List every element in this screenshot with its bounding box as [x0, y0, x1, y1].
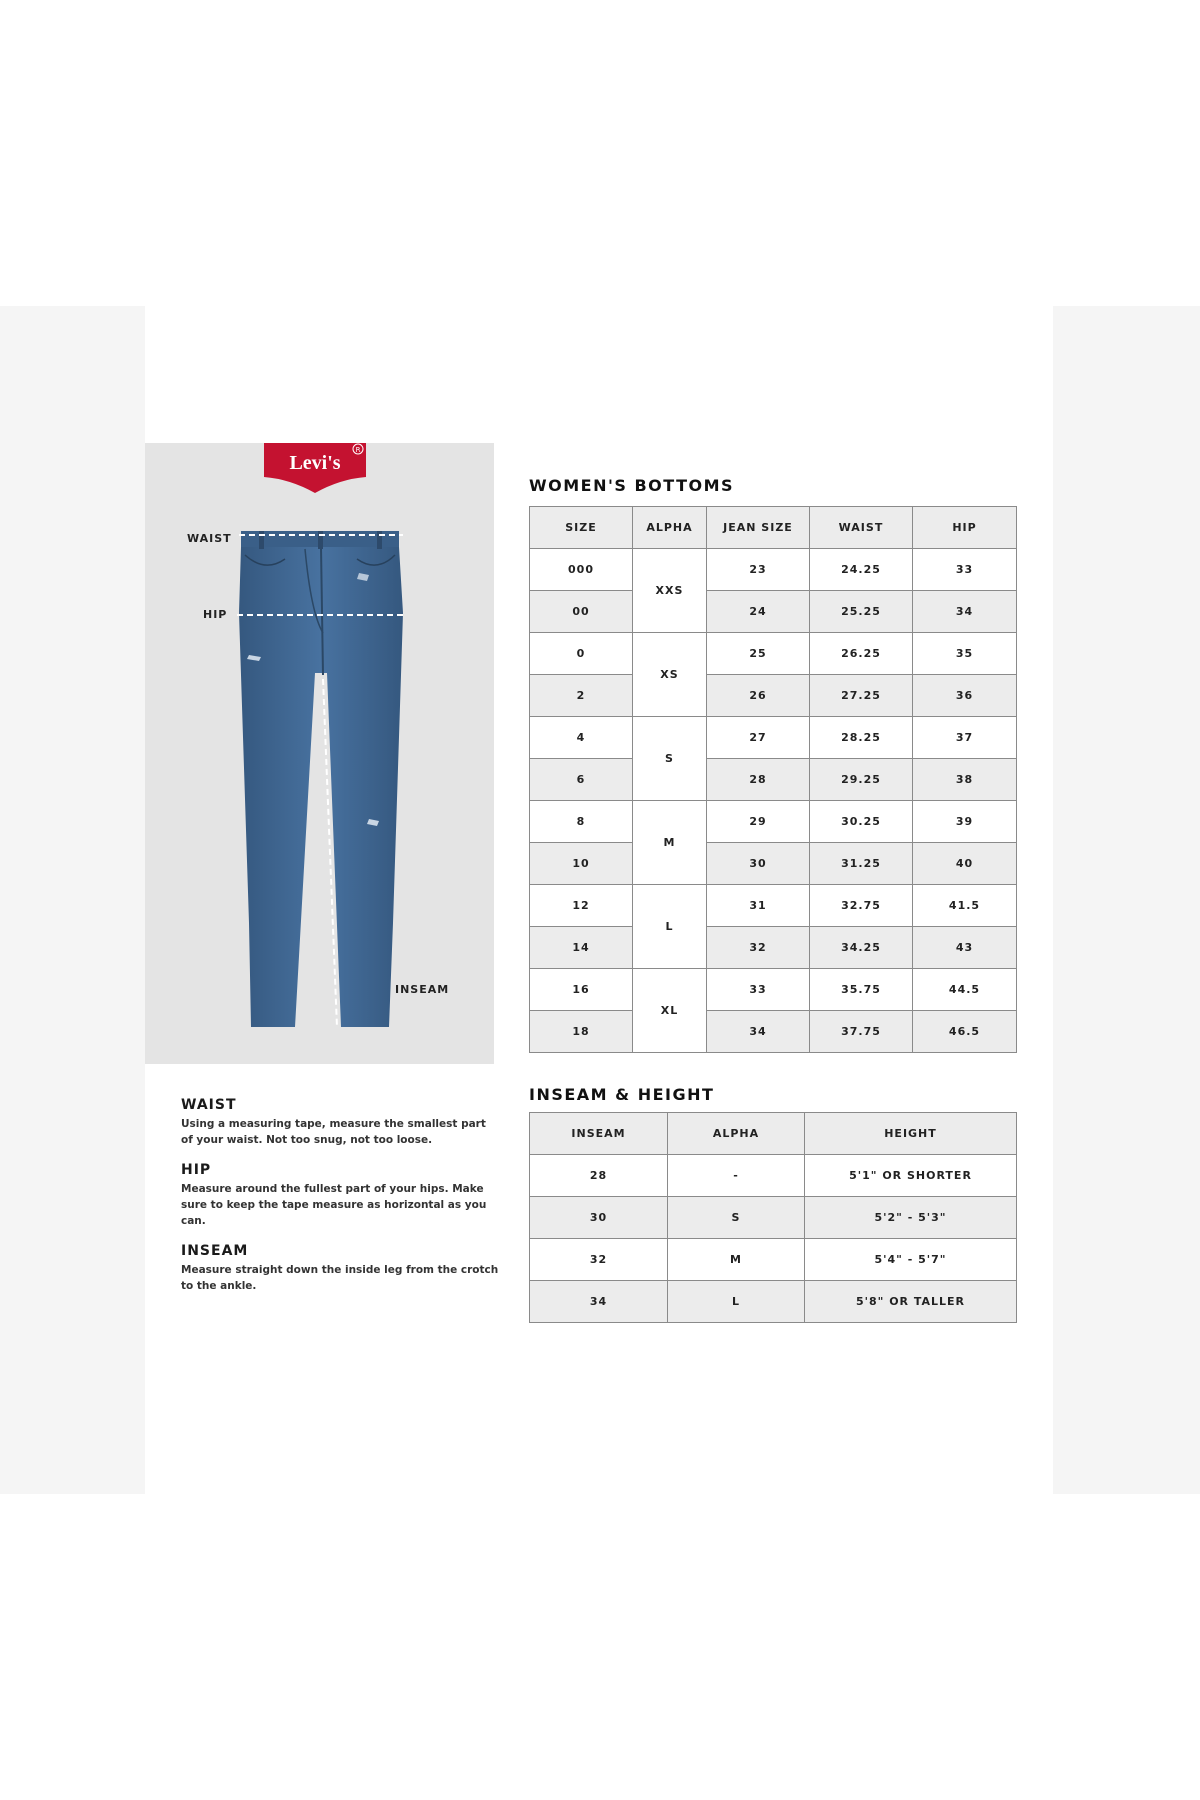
waist-cell: 37.75: [810, 1011, 913, 1053]
right-margin-band: [1053, 306, 1200, 1494]
hip-cell: 41.5: [913, 885, 1017, 927]
size-cell: 12: [530, 885, 633, 927]
size-cell: 10: [530, 843, 633, 885]
hip-cell: 38: [913, 759, 1017, 801]
inseam-height-title: INSEAM & HEIGHT: [529, 1085, 715, 1104]
waist-cell: 25.25: [810, 591, 913, 633]
waist-instruction: [181, 1097, 501, 1148]
hip-cell: 35: [913, 633, 1017, 675]
instruction-title: WAIST: [181, 1097, 237, 1113]
table-header-row: [530, 507, 1017, 549]
waist-label: WAIST: [187, 532, 232, 545]
alpha-cell: M: [668, 1239, 805, 1281]
inseam-cell: 30: [530, 1197, 668, 1239]
logo-text: Levi's: [289, 452, 341, 474]
height-cell: 5'2" - 5'3": [805, 1197, 1017, 1239]
jean-size-cell: 31: [707, 885, 810, 927]
jean-size-cell: 33: [707, 969, 810, 1011]
column-header-jean-size: JEAN SIZE: [707, 507, 810, 549]
table-header-row: [530, 1113, 1017, 1155]
alpha-cell: M: [633, 801, 707, 885]
column-header-size: SIZE: [530, 507, 633, 549]
alpha-cell: S: [633, 717, 707, 801]
waist-cell: 30.25: [810, 801, 913, 843]
inseam-cell: 34: [530, 1281, 668, 1323]
height-cell: 5'4" - 5'7": [805, 1239, 1017, 1281]
levis-logo: [264, 443, 366, 493]
waist-cell: 34.25: [810, 927, 913, 969]
hip-cell: 46.5: [913, 1011, 1017, 1053]
hip-cell: 43: [913, 927, 1017, 969]
waist-cell: 26.25: [810, 633, 913, 675]
hip-cell: 34: [913, 591, 1017, 633]
hip-cell: 39: [913, 801, 1017, 843]
size-cell: 8: [530, 801, 633, 843]
hip-cell: 44.5: [913, 969, 1017, 1011]
waist-cell: 31.25: [810, 843, 913, 885]
inseam-cell: 28: [530, 1155, 668, 1197]
column-header-inseam: INSEAM: [530, 1113, 668, 1155]
jean-size-cell: 32: [707, 927, 810, 969]
alpha-cell: XL: [633, 969, 707, 1053]
alpha-cell: XXS: [633, 549, 707, 633]
hip-instruction: [181, 1162, 501, 1229]
size-cell: 14: [530, 927, 633, 969]
waist-cell: 24.25: [810, 549, 913, 591]
instruction-text: Measure around the fullest part of your hips. Make sure to keep the tape measure as horizontal as you can.: [181, 1183, 487, 1227]
size-cell: 2: [530, 675, 633, 717]
column-header-alpha: ALPHA: [633, 507, 707, 549]
table-row: [530, 969, 1017, 1011]
instruction-text: Measure straight down the inside leg from the crotch to the ankle.: [181, 1264, 499, 1292]
womens-bottoms-title: WOMEN'S BOTTOMS: [529, 476, 735, 495]
waist-cell: 35.75: [810, 969, 913, 1011]
size-cell: 00: [530, 591, 633, 633]
registered-mark: R: [355, 446, 361, 454]
column-header-height: HEIGHT: [805, 1113, 1017, 1155]
alpha-cell: -: [668, 1155, 805, 1197]
table-row: [530, 801, 1017, 843]
size-cell: 4: [530, 717, 633, 759]
womens-bottoms-table: [529, 506, 1017, 1053]
jean-size-cell: 27: [707, 717, 810, 759]
instruction-title: INSEAM: [181, 1243, 249, 1259]
jean-size-cell: 29: [707, 801, 810, 843]
measurement-instructions: [181, 1097, 501, 1308]
table-row: [530, 1281, 1017, 1323]
waist-cell: 28.25: [810, 717, 913, 759]
hip-cell: 37: [913, 717, 1017, 759]
column-header-hip: HIP: [913, 507, 1017, 549]
alpha-cell: XS: [633, 633, 707, 717]
alpha-cell: L: [668, 1281, 805, 1323]
inseam-height-table: [529, 1112, 1017, 1323]
height-cell: 5'1" OR SHORTER: [805, 1155, 1017, 1197]
jean-size-cell: 30: [707, 843, 810, 885]
left-margin-band: [0, 306, 145, 1494]
jean-size-cell: 23: [707, 549, 810, 591]
size-cell: 18: [530, 1011, 633, 1053]
table-row: [530, 1239, 1017, 1281]
table-row: [530, 1197, 1017, 1239]
table-row: [530, 927, 1017, 969]
height-cell: 5'8" OR TALLER: [805, 1281, 1017, 1323]
jean-size-cell: 26: [707, 675, 810, 717]
column-header-alpha: ALPHA: [668, 1113, 805, 1155]
size-cell: 16: [530, 969, 633, 1011]
table-row: [530, 843, 1017, 885]
table-row: [530, 675, 1017, 717]
size-cell: 6: [530, 759, 633, 801]
hip-cell: 33: [913, 549, 1017, 591]
table-row: [530, 1155, 1017, 1197]
hip-cell: 36: [913, 675, 1017, 717]
hip-label: HIP: [203, 608, 228, 621]
alpha-cell: L: [633, 885, 707, 969]
jean-size-cell: 28: [707, 759, 810, 801]
alpha-cell: S: [668, 1197, 805, 1239]
table-row: [530, 633, 1017, 675]
size-cell: 0: [530, 633, 633, 675]
table-row: [530, 1011, 1017, 1053]
instruction-text: Using a measuring tape, measure the smallest part of your waist. Not too snug, not too loose.: [181, 1118, 486, 1146]
size-cell: 000: [530, 549, 633, 591]
hip-cell: 40: [913, 843, 1017, 885]
jean-size-cell: 24: [707, 591, 810, 633]
column-header-waist: WAIST: [810, 507, 913, 549]
jean-size-cell: 34: [707, 1011, 810, 1053]
table-row: [530, 591, 1017, 633]
waist-cell: 29.25: [810, 759, 913, 801]
inseam-label: INSEAM: [395, 983, 450, 996]
inseam-cell: 32: [530, 1239, 668, 1281]
inseam-instruction: [181, 1243, 501, 1294]
table-row: [530, 885, 1017, 927]
jean-size-cell: 25: [707, 633, 810, 675]
instruction-title: HIP: [181, 1162, 212, 1178]
table-row: [530, 759, 1017, 801]
waist-cell: 32.75: [810, 885, 913, 927]
table-row: [530, 549, 1017, 591]
measurement-diagram: [145, 443, 494, 1064]
waist-cell: 27.25: [810, 675, 913, 717]
table-row: [530, 717, 1017, 759]
